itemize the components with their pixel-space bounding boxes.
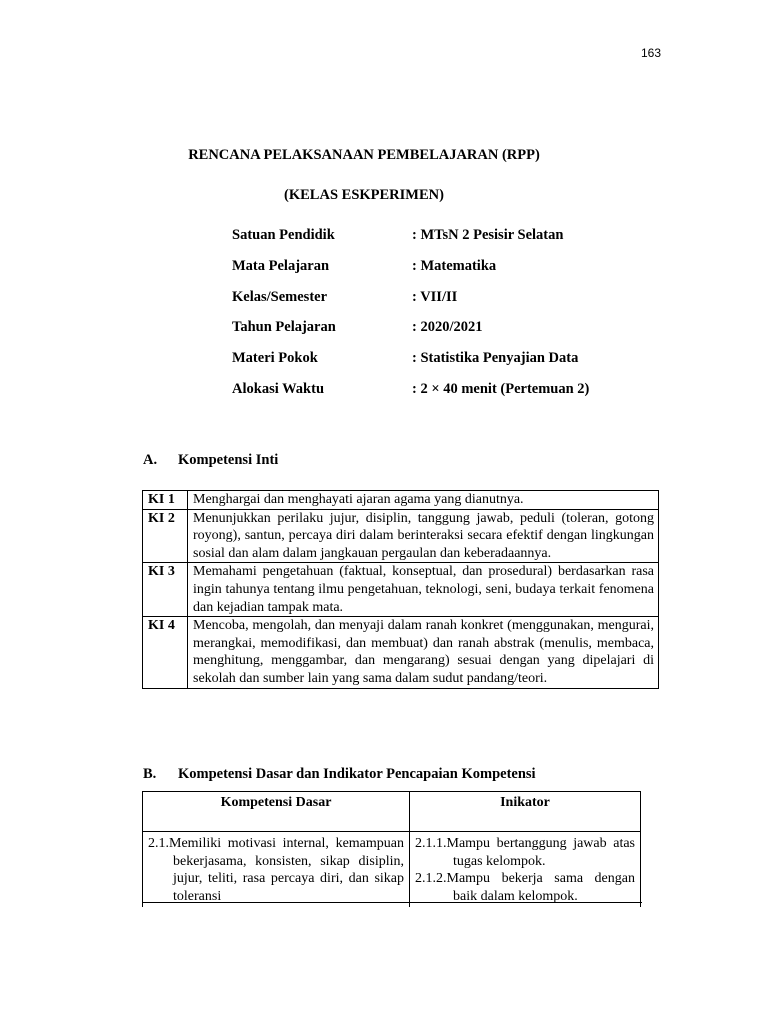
column-header-indikator: Inikator <box>410 792 641 832</box>
kompetensi-dasar-table <box>142 791 641 907</box>
indicator-number: 2.1.2. <box>415 871 447 887</box>
ki-code: KI 1 <box>143 491 188 510</box>
table-row <box>143 563 659 617</box>
info-label: Materi Pokok <box>232 350 318 367</box>
kd-item-text <box>148 835 404 905</box>
page-number: 163 <box>640 46 661 60</box>
info-value: : Matematika <box>412 257 497 274</box>
kompetensi-inti-table <box>142 490 659 689</box>
kd-cell <box>143 832 410 908</box>
kd-item-content: Memiliki motivasi internal, kemampuan bekerjasama, konsisten, sikap disiplin, jujur, teliti, rasa percaya diri, dan sikap toleransi <box>169 836 404 904</box>
document-title: RENCANA PELAKSANAAN PEMBELAJARAN (RPP) <box>188 147 540 163</box>
ki-code: KI 3 <box>143 563 188 617</box>
info-label: Alokasi Waktu <box>232 380 325 397</box>
indicator-text: Mampu bertanggung jawab atas tugas kelompok. <box>446 836 635 869</box>
info-label: Satuan Pendidik <box>232 227 335 243</box>
section-heading-b <box>143 766 536 783</box>
ki-description: Menghargai dan menghayati ajaran agama yang dianutnya. <box>188 491 659 510</box>
kd-item-number: 2.1. <box>148 836 169 851</box>
ki-code: KI 4 <box>143 617 188 688</box>
info-value: : Statistika Penyajian Data <box>412 350 579 367</box>
table-row <box>143 491 659 510</box>
ki-code: KI 2 <box>143 509 188 563</box>
info-value: : MTsN 2 Pesisir Selatan <box>412 227 564 243</box>
table-bottom-edge <box>142 902 642 903</box>
column-header-kompetensi-dasar: Kompetensi Dasar <box>143 792 410 832</box>
section-heading-a <box>143 452 278 469</box>
info-label: Kelas/Semester <box>232 288 328 305</box>
info-value: : VII/II <box>412 288 458 305</box>
ki-description: Memahami pengetahuan (faktual, konseptual, dan prosedural) berdasarkan rasa ingin tahunya tentang ilmu pengetahuan, teknologi, seni, budaya terkait fenomena dan kejadian tampak mata. <box>188 563 659 617</box>
ki-description: Menunjukkan perilaku jujur, disiplin, tanggung jawab, peduli (toleran, gotong royong), santun, percaya diri dalam berinteraksi secara efektif dengan lingkungan sosial dan alam dalam jangkauan pergaulan dan keberadaannya. <box>188 509 659 563</box>
section-letter: B. <box>143 766 157 782</box>
kd-item <box>148 835 404 907</box>
section-title: Kompetensi Dasar dan Indikator Pencapaian Kompetensi <box>178 766 536 782</box>
indicator-item <box>415 870 635 905</box>
table-row <box>143 509 659 563</box>
indicator-text: Mampu bekerja sama dengan baik dalam kelompok. <box>446 871 635 904</box>
indicator-number: 2.1.1. <box>415 836 447 851</box>
table-row <box>143 617 659 688</box>
section-title: Kompetensi Inti <box>178 452 279 468</box>
table-header-row <box>143 792 641 832</box>
section-letter: A. <box>143 452 158 468</box>
ki-description: Mencoba, mengolah, dan menyaji dalam ranah konkret (menggunakan, mengurai, merangkai, memodifikasi, dan membuat) dan ranah abstrak (menulis, membaca, menghitung, menggambar, dan mengarang) sesuai dengan yang dipelajari di sekolah dan sumber lain yang sama dalam sudut pandang/teori. <box>188 617 659 688</box>
indicator-cell <box>410 832 641 908</box>
info-value: : 2 × 40 menit (Pertemuan 2) <box>412 380 590 397</box>
table-row <box>143 832 641 908</box>
info-label: Tahun Pelajaran <box>232 319 336 336</box>
indicator-item <box>415 835 635 870</box>
info-label: Mata Pelajaran <box>232 257 330 274</box>
document-subtitle: (KELAS ESKPERIMEN) <box>284 187 444 203</box>
info-value: : 2020/2021 <box>412 319 483 336</box>
